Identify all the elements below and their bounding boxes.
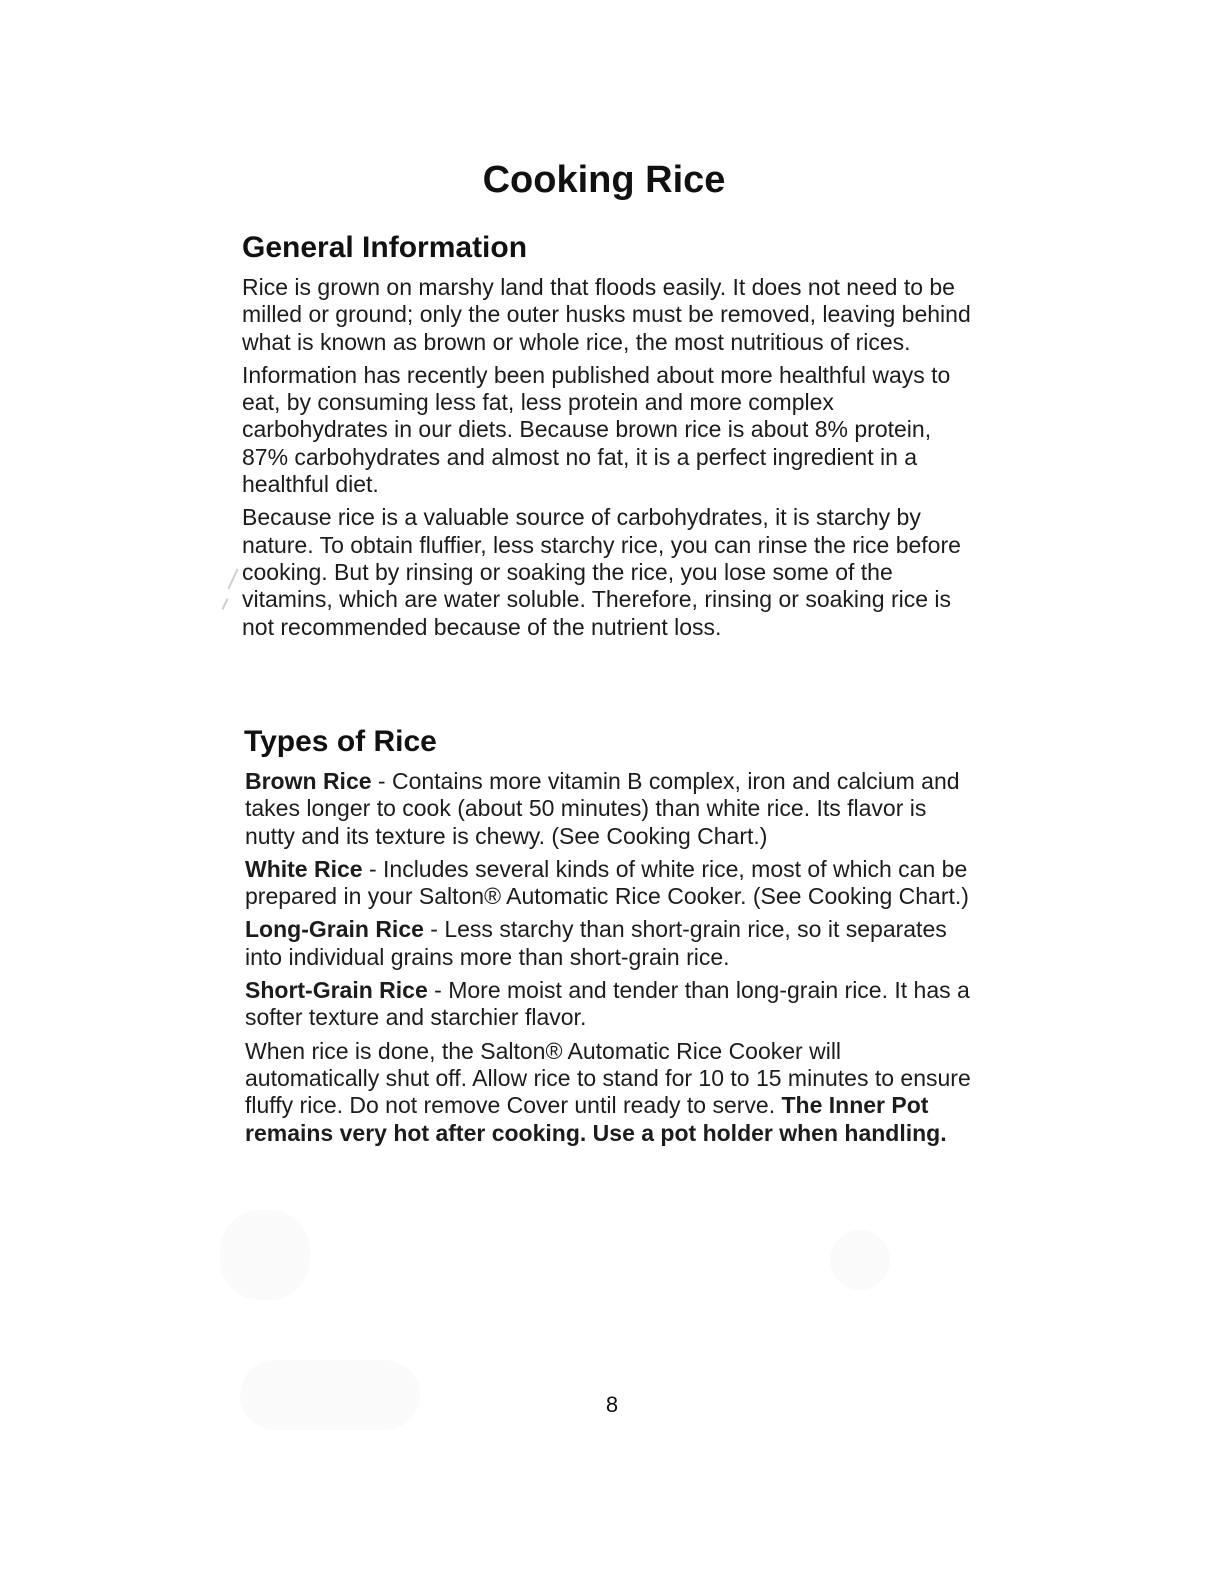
general-information-heading: General Information <box>242 231 528 264</box>
closing-paragraph <box>245 1038 975 1147</box>
rice-type-description: - Less starchy than short-grain rice, so it separates into individual grains more than short-grain rice. <box>245 916 947 970</box>
hot-pot-warning: The Inner Pot remains very hot after cooking. Use a pot holder when handling. <box>245 1092 947 1146</box>
rice-type-entry <box>245 916 975 971</box>
page-number: 8 <box>605 1392 619 1417</box>
scan-mark <box>222 598 229 610</box>
scan-smudge <box>220 1210 310 1300</box>
types-of-rice-body <box>245 768 975 1153</box>
types-of-rice-heading: Types of Rice <box>244 725 437 758</box>
rice-type-term: White Rice <box>245 855 363 882</box>
rice-type-entry <box>245 977 975 1032</box>
rice-type-description: - Includes several kinds of white rice, most of which can be prepared in your Salton® Automatic Rice Cooker. (See Cooking Chart.) <box>245 855 969 910</box>
rice-type-term: Short-Grain Rice <box>245 977 428 1004</box>
closing-text: When rice is done, the Salton® Automatic Rice Cooker will automatically shut off. Allow rice to stand for 10 to 15 minutes to ensure fluffy rice. Do not remove Cover until ready to serve. <box>245 1037 971 1119</box>
rice-type-term: Brown Rice <box>245 768 372 794</box>
rice-type-term: Long-Grain Rice <box>245 916 424 943</box>
rice-type-entry <box>245 768 975 850</box>
general-information-body <box>242 274 972 647</box>
general-paragraph: Information has recently been published about more healthful ways to eat, by consuming less fat, less protein and more complex carbohydrates in our diets. Because brown rice is about 8% protein, 87% carbohydrates and almost no fat, it is a perfect ingredient in a healthful diet. <box>242 361 951 498</box>
rice-type-description: - More moist and tender than long-grain rice. It has a softer texture and starchier flavor. <box>245 977 970 1031</box>
general-paragraph: Because rice is a valuable source of carbohydrates, it is starchy by nature. To obtain fluffier, less starchy rice, you can rinse the rice before cooking. But by rinsing or soaking the rice, you lose some of the vitamins, which are water soluble. Therefore, rinsing or soaking rice is not recommended because of the nutrient loss. <box>242 504 961 640</box>
scan-mark <box>227 569 238 590</box>
scan-smudge <box>830 1230 890 1290</box>
page-title: Cooking Rice <box>482 159 726 201</box>
rice-type-description: - Contains more vitamin B complex, iron and calcium and takes longer to cook (about 50 minutes) than white rice. Its flavor is nutty and its texture is chewy. (See Cooking Chart.) <box>245 768 960 849</box>
general-paragraph: Rice is grown on marshy land that floods easily. It does not need to be milled or ground; only the outer husks must be removed, leaving behind what is known as brown or whole rice, the most nutritious of rices. <box>242 274 971 355</box>
rice-type-entry <box>245 856 975 911</box>
